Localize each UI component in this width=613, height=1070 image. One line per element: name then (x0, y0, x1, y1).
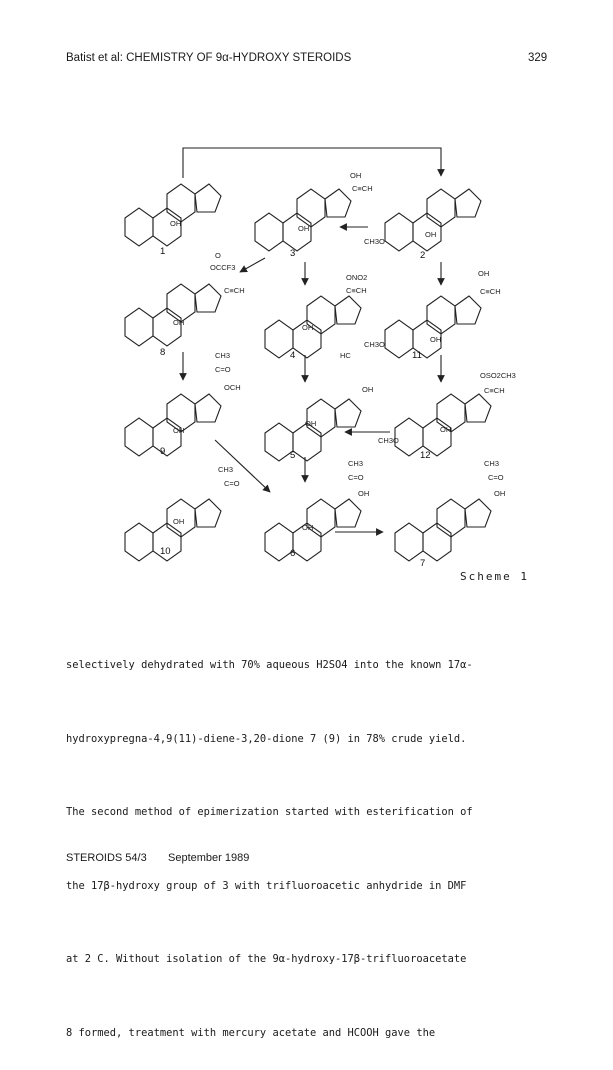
compound-number-6: 6 (290, 548, 296, 559)
structure-11 (385, 296, 481, 358)
structure-10 (125, 499, 221, 561)
compound-number-12: 12 (420, 450, 431, 461)
label-meo-2: CH3O (364, 237, 385, 246)
label-co-7: C=O (488, 473, 504, 482)
structure-5 (265, 399, 361, 461)
compound-number-3: 3 (290, 248, 296, 259)
compound-number-2: 2 (420, 250, 426, 261)
label-ocho-9: OCH (224, 383, 241, 392)
label-oh-5: OH (305, 419, 317, 428)
compound-number-8: 8 (160, 347, 166, 358)
label-oh-6-top: OH (358, 489, 370, 498)
label-ono2-4: ONO2 (346, 273, 368, 282)
label-ethynyl-8: C≡CH (224, 286, 245, 295)
label-oh-11: OH (430, 335, 442, 344)
body-line: 8 formed, treatment with mercury acetate and HCOOH gave the (66, 1026, 436, 1039)
label-oh-8: OH (173, 318, 185, 327)
label-oh-12: OH (440, 425, 452, 434)
label-oso2ch3-12: OSO2CH3 (480, 371, 516, 380)
structure-8 (125, 284, 221, 346)
label-ethynyl-4: C≡CH (346, 286, 367, 295)
body-line: at 2 C. Without isolation of the 9α-hydroxy-17β-trifluoroacetate (66, 953, 467, 965)
body-line: selectively dehydrated with 70% aqueous H2SO4 into the known 17α- (66, 659, 473, 671)
label-oh-10: OH (173, 517, 185, 526)
label-ch3-9: CH3 (215, 351, 231, 360)
label-oh-3-top: OH (350, 171, 362, 180)
footer-journal: STEROIDS 54/3 (66, 852, 147, 864)
compound-number-10: 10 (160, 546, 171, 557)
bracket-arrow (183, 148, 441, 178)
compound-number-5: 5 (290, 450, 296, 461)
compound-number-4: 4 (290, 350, 296, 361)
compound-number-11: 11 (412, 350, 422, 361)
body-line: The second method of epimerization started with esterification of (66, 806, 473, 818)
label-hc-5: HC (340, 351, 351, 360)
structure-9 (125, 394, 221, 456)
label-ch3-6: CH3 (348, 459, 364, 468)
structure-2 (385, 189, 481, 251)
label-oh-5-top: OH (362, 385, 374, 394)
label-oh-3: OH (298, 224, 310, 233)
compound-number-1: 1 (160, 246, 166, 257)
label-oh-6: OH (302, 523, 314, 532)
label-o-8: O (215, 251, 221, 260)
label-oh-4: OH (302, 323, 314, 332)
running-title: Batist et al: CHEMISTRY OF 9α-HYDROXY STEROIDS (66, 52, 352, 64)
label-ch3-7: CH3 (484, 459, 500, 468)
label-co-6: C=O (348, 473, 364, 482)
body-line: the 17β-hydroxy group of 3 with trifluoroacetic anhydride in DMF (66, 879, 467, 892)
body-paragraph (66, 604, 546, 1070)
scheme-caption: Scheme 1 (460, 570, 529, 583)
label-ethynyl-12: C≡CH (484, 386, 505, 395)
label-oh-1: OH (170, 219, 182, 228)
page-number: 329 (528, 52, 548, 64)
label-oh-11-top: OH (478, 269, 490, 278)
label-ethynyl-11: C≡CH (480, 287, 501, 296)
structure-3 (255, 189, 351, 251)
label-co-9: C=O (215, 365, 231, 374)
label-oh-9: OH (173, 426, 185, 435)
label-tfa-8: OCCF3 (210, 263, 236, 272)
body-line: hydroxypregna-4,9(11)-diene-3,20-dione 7 (9) in 78% crude yield. (66, 732, 467, 745)
compound-number-7: 7 (420, 558, 426, 569)
label-oh-2: OH (425, 230, 437, 239)
structure-7 (395, 499, 491, 561)
arrow-3-to-8 (240, 258, 265, 272)
footer-date: September 1989 (168, 852, 250, 864)
structure-1 (125, 184, 221, 246)
label-oh-7: OH (494, 489, 506, 498)
label-ethynyl-3: C≡CH (352, 184, 373, 193)
label-meo-11: CH3O (364, 340, 385, 349)
label-co-10: C=O (224, 479, 240, 488)
label-meo-12: CH3O (378, 436, 399, 445)
compound-number-9: 9 (160, 446, 166, 457)
label-ch3-10: CH3 (218, 465, 234, 474)
